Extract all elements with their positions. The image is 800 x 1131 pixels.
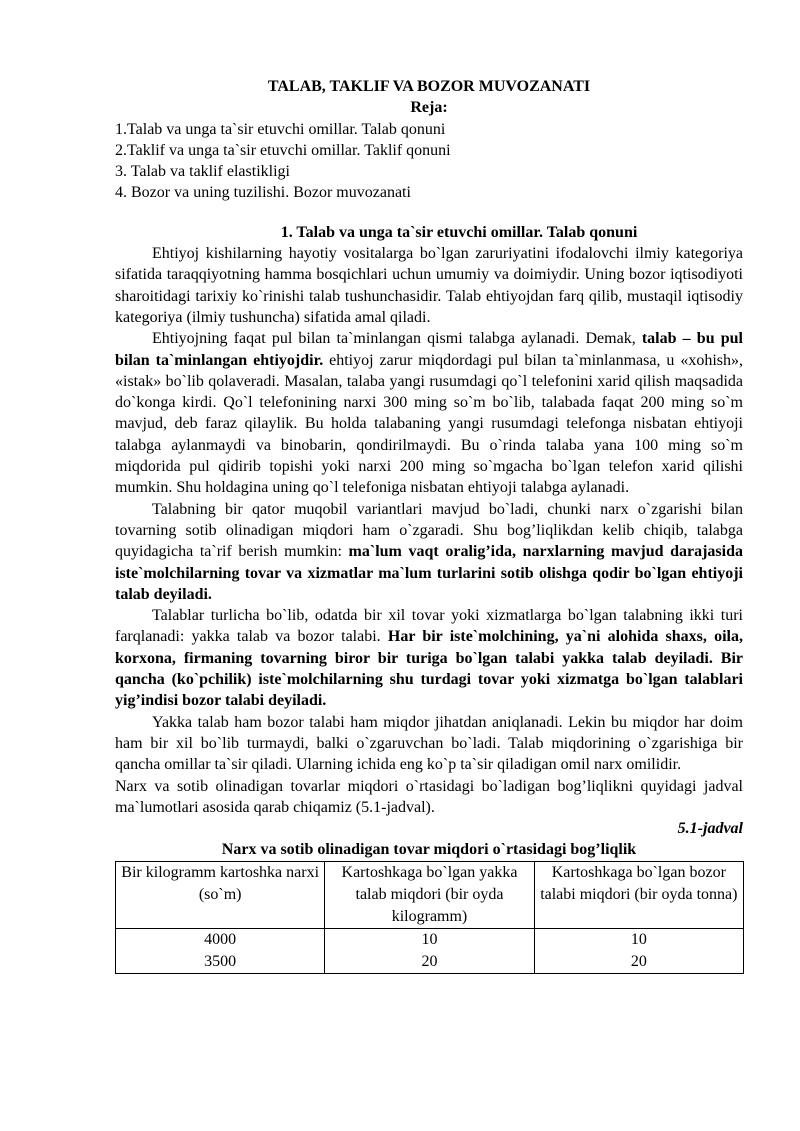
table-value: 10 [630, 930, 647, 948]
table-label: 5.1-jadval [677, 820, 743, 838]
table-title: Narx va sotib olinadigan tovar miqdori o`rtasidagi bog’liqlik [221, 841, 637, 859]
paragraph-2 [115, 328, 743, 498]
plan-heading: Reja: [410, 99, 448, 117]
document-title: TALAB, TAKLIF VA BOZOR MUVOZANATI [267, 78, 591, 95]
plan-item: 4. Bozor va uning tuzilishi. Bozor muvozanati [115, 184, 411, 202]
paragraph-1: Ehtiyoj kishilarning hayotiy vositalarga bo`lgan zaruriyatini ifodalovchi ilmiy kategoriya sifatida taraqqiyotning hamma bosqichlari uchun umumiy va doimiydir. Uning bozor iqtisodiyoti sharoitidagi tarixiy ko`rinishi talab tushunchasidir. Talab ehtiyojdan farq qilib, mustaqil iqtisodiy kategoriya (ilmiy tushuncha) sifatida amal qiladi. [115, 245, 743, 326]
table-value: 20 [630, 952, 647, 970]
paragraph-2-definition: talab – bu pul bilan ta`minlangan ehtiyojdir. [115, 330, 743, 369]
plan-item: 3. Talab va taklif elastikligi [115, 163, 290, 181]
table-header-price: Bir kilogramm kartoshka narxi (so`m) [116, 861, 325, 928]
table-row [116, 928, 744, 973]
paragraph-4-definition: Har bir iste`molchining, ya`ni alohida shaxs, oila, korxona, firmaning tovarning biror bir turiga bo`lgan talabi yakka talab deyiladi. Bir qancha (ko`pchilik) iste`molchilarning shu turdagi tovar yoki xizmatga bo`lgan talablari yig’indisi bozor talabi deyiladi. [115, 628, 743, 710]
paragraph-3-text: Talabning bir qator muqobil variantlari mavjud bo`ladi, chunki narx o`zgarishi bilan tovarning sotib olinadigan miqdori ham o`zgaradi. Shu bog’liqlikdan kelib chiqib, talabga quyidagicha ta`rif berish mumkin: [115, 500, 743, 561]
table-value: 4000 [204, 930, 237, 948]
paragraph-6: Narx va sotib olinadigan tovarlar miqdori o`rtasidagi bo`ladigan bog’liqlikni quyidagi jadval ma`lumotlari asosida qarab chiqamiz (5.1-jadval). [115, 777, 743, 816]
paragraph-3 [115, 499, 743, 605]
table-value: 3500 [204, 952, 237, 970]
paragraph-4 [115, 605, 743, 711]
paragraph-3-definition: ma`lum vaqt oralig’ida, narxlarning mavjud darajasida iste`molchilarning tovar va xizmatlar ma`lum turlarini sotib olishga qodir bo`lgan ehtiyoji talab deyiladi. [115, 543, 744, 603]
paragraph-2-text: Ehtiyojning faqat pul bilan ta`minlangan qismi talabga aylanadi. Demak, [152, 330, 642, 348]
paragraph-5: Yakka talab ham bozor talabi ham miqdor jihatdan aniqlanadi. Lekin bu miqdor har doim ham bir xil bo`lib turmaydi, balki o`zgaruvchan bo`ladi. Talab miqdorining o`zgarishiga bir qancha omillar ta`sir qiladi. Ularning ichida eng ko`p ta`sir qiladigan omil narx omilidir. [115, 713, 743, 774]
price-demand-table [115, 861, 744, 974]
table-header-market-demand: Kartoshkaga bo`lgan bozor talabi miqdori (bir oyda tonna) [534, 861, 743, 928]
section-title: 1. Talab va unga ta`sir etuvchi omillar. Talab qonuni [280, 223, 638, 241]
table-cell-individual [325, 928, 534, 973]
table-cell-market [534, 928, 743, 973]
document-page [115, 76, 743, 974]
table-value: 10 [421, 930, 438, 948]
plan-item: 2.Taklif va unga ta`sir etuvchi omillar. Taklif qonuni [115, 141, 451, 159]
table-header-individual-demand: Kartoshkaga bo`lgan yakka talab miqdori (bir oyda kilogramm) [325, 861, 534, 928]
paragraph-2-text-cont: ehtiyoj zarur miqdordagi pul bilan ta`minlanmasa, u «xohish», «istak» bo`lib qolaveradi. Masalan, talaba yangi rusumdagi qo`l telefonini xarid qilish maqsadida do`konga kirdi. Qo`l telefonining narxi 300 ming so`m bo`lib, talabada faqat 200 ming so`m mavjud, deb faraz qilaylik. Bu holda talabaning yangi rusumdagi telefonga nisbatan ehtiyoji talabga aylanmaydi va binobarin, qondirilmaydi. Bu o`rinda talaba yana 100 ming so`m miqdorida pul qidirib topishi yoki narxi 200 ming so`mgacha bo`lgan telefon xarid qilishi mumkin. Shu holdagina uning qo`l telefoniga nisbatan ehtiyoji talabga aylanadi. [115, 351, 743, 497]
table-cell-price [116, 928, 325, 973]
paragraph-4-text: Talablar turlicha bo`lib, odatda bir xil tovar yoki xizmatlarga bo`lgan talabning ikki turi farqlanadi: yakka talab va bozor talabi. [115, 607, 743, 646]
table-header-row [116, 861, 744, 928]
table-value: 20 [421, 952, 438, 970]
plan-item: 1.Talab va unga ta`sir etuvchi omillar. Talab qonuni [115, 120, 446, 138]
